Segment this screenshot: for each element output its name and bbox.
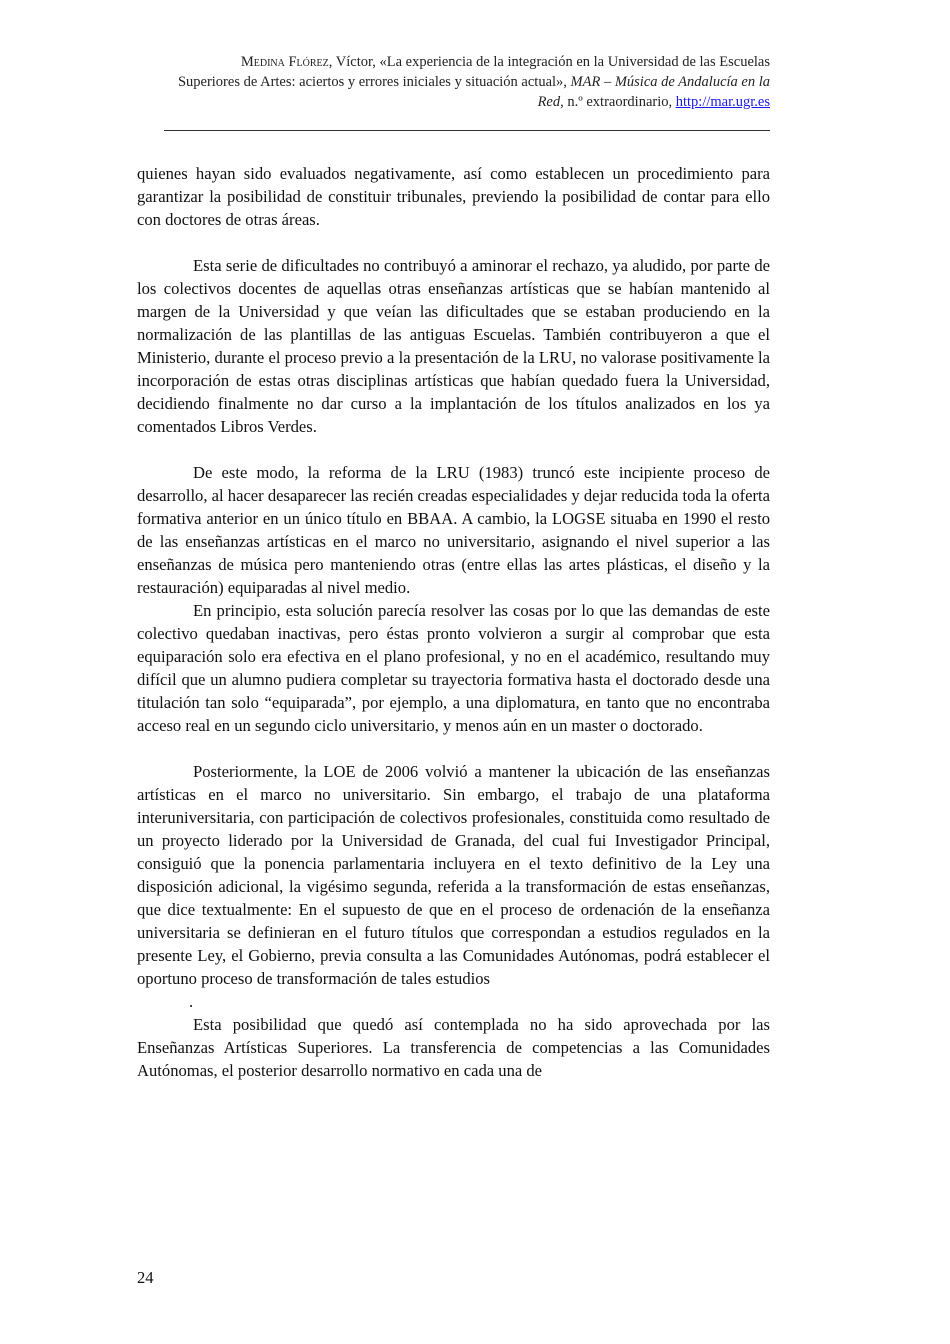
header-line1-text: , Víctor, «La experiencia de la integración en la Universidad de las Escuelas xyxy=(328,54,770,70)
header-line-1 xyxy=(140,52,770,72)
header-line2-text: Superiores de Artes: aciertos y errores iniciales y situación actual», xyxy=(177,74,571,90)
paragraph: Posteriormente, la LOE de 2006 volvió a mantener la ubicación de las enseñanzas artísticas en el marco no universitario. Sin embargo, el trabajo de una plataforma interuniversitaria, con participación de colectivos profesionales, constituida como resultado de un proyecto liderado por la Universidad de Granada, del cual fui Investigador Principal, consiguió que la ponencia parlamentaria incluyera en el texto definitivo de la Ley una disposición adicional, la vigésimo segunda, referida a la transformación de estas enseñanzas, que dice textualmente: En el supuesto de que en el proceso de ordenación de la enseñanza universitaria se definieran en el futuro títulos que correspondan a estudios regulados en la presente Ley, el Gobierno, previa consulta a las Comunidades Autónomas, podrá establecer el oportuno proceso de transformación de tales estudios xyxy=(137,762,770,988)
paragraph: De este modo, la reforma de la LRU (1983) truncó este incipiente proceso de desarrollo, al hacer desaparecer las recién creadas especialidades y dejar reducida toda la oferta formativa anterior en un único título en BBAA. A cambio, la LOGSE situaba en 1990 el resto de las enseñanzas artísticas en el marco no universitario, asignando el nivel superior a las enseñanzas de música pero manteniendo otras (entre ellas las artes plásticas, el diseño y la restauración) equiparadas al nivel medio. xyxy=(137,463,770,597)
header-line-2 xyxy=(140,72,770,92)
page-number: 24 xyxy=(137,1268,154,1287)
header-divider xyxy=(164,130,770,131)
header-journal-title-end: Red xyxy=(537,94,561,110)
article-body xyxy=(137,162,770,1082)
header-issue: , n.º extraordinario, xyxy=(560,94,676,110)
paragraph: En principio, esta solución parecía resolver las cosas por lo que las demandas de este colectivo quedaban inactivas, pero éstas pronto volvieron a surgir al comprobar que esta equiparación solo era efectiva en el plano profesional, y no en el académico, resultando muy difícil que un alumno pudiera completar su trayectoria formativa hasta el doctorado desde una titulación tan solo “equiparada”, por ejemplo, a una diplomatura, en tanto que no encontraba acceso real en un segundo ciclo universitario, y menos aún en un master o doctorado. xyxy=(137,601,770,735)
paragraph: quienes hayan sido evaluados negativamente, así como establecen un procedimiento para garantizar la posibilidad de constituir tribunales, previendo la posibilidad de contar para ello con doctores de otras áreas. xyxy=(137,164,770,229)
paragraph: Esta serie de dificultades no contribuyó a aminorar el rechazo, ya aludido, por parte de los colectivos docentes de aquellas otras enseñanzas artísticas que se habían mantenido al margen de la Universidad y que veían las dificultades que se estaban produciendo en la normalización de las plantillas de las antiguas Escuelas. También contribuyeron a que el Ministerio, durante el proceso previo a la presentación de la LRU, no valorase positivamente la incorporación de estas otras disciplinas artísticas que habían quedado fuera la Universidad, decidiendo finalmente no dar curso a la implantación de los títulos analizados en los ya comentados Libros Verdes. xyxy=(137,256,770,436)
stray-period: . xyxy=(189,992,194,1011)
header-author: Medina Flórez xyxy=(240,54,329,70)
paragraph: Esta posibilidad que quedó así contemplada no ha sido aprovechada por las Enseñanzas Artísticas Superiores. La transferencia de competencias a las Comunidades Autónomas, el posterior desarrollo normativo en cada una de xyxy=(137,1015,770,1080)
running-header xyxy=(140,52,770,112)
journal-link[interactable]: http://mar.ugr.es xyxy=(675,94,770,110)
header-line-3 xyxy=(140,92,770,112)
header-journal-title: MAR – Música de Andalucía en la xyxy=(570,74,770,90)
